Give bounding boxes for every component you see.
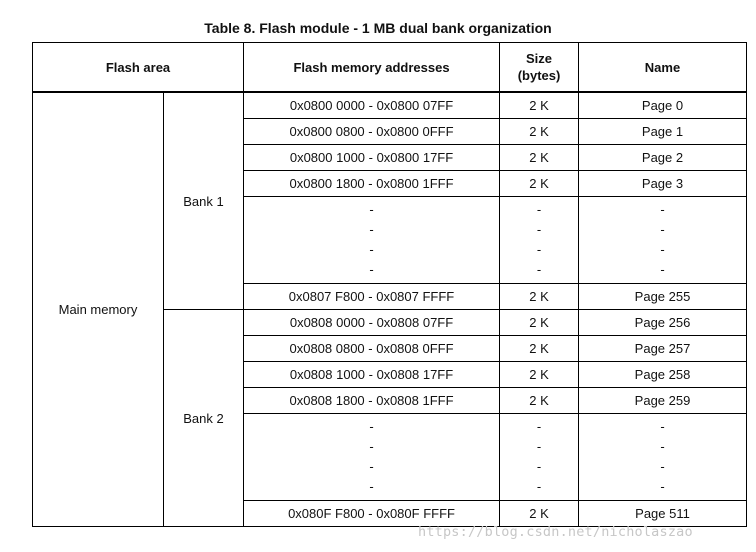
table-row [33, 92, 747, 119]
dash: - [660, 222, 665, 237]
header-size [500, 43, 579, 93]
dash: - [536, 222, 542, 237]
address-cell: 0x0808 0800 - 0x0808 0FFF [244, 336, 500, 362]
ellipsis-address-cell [244, 414, 500, 501]
dash: - [660, 479, 665, 494]
dash: - [369, 262, 374, 277]
address-cell: 0x0808 1000 - 0x0808 17FF [244, 362, 500, 388]
size-cell: 2 K [500, 310, 579, 336]
header-size-line2: (bytes) [517, 68, 561, 83]
size-cell: 2 K [500, 388, 579, 414]
dash: - [660, 419, 665, 434]
size-cell: 2 K [500, 336, 579, 362]
page-name-cell: Page 258 [579, 362, 747, 388]
page-name-cell: Page 2 [579, 145, 747, 171]
dash: - [536, 242, 542, 257]
ellipsis-size-cell [500, 414, 579, 501]
dash: - [660, 202, 665, 217]
page-name-cell: Page 511 [579, 501, 747, 527]
size-cell: 2 K [500, 362, 579, 388]
dash: - [536, 479, 542, 494]
address-cell: 0x0808 1800 - 0x0808 1FFF [244, 388, 500, 414]
address-cell: 0x0800 1000 - 0x0800 17FF [244, 145, 500, 171]
dash: - [536, 202, 542, 217]
dash: - [660, 262, 665, 277]
address-cell: 0x080F F800 - 0x080F FFFF [244, 501, 500, 527]
size-cell: 2 K [500, 501, 579, 527]
header-flash-area: Flash area [33, 43, 244, 93]
page-name-cell: Page 1 [579, 119, 747, 145]
dash: - [536, 419, 542, 434]
main-memory-cell: Main memory [33, 92, 164, 527]
page-name-cell: Page 257 [579, 336, 747, 362]
address-cell: 0x0800 1800 - 0x0800 1FFF [244, 171, 500, 197]
page-name-cell: Page 0 [579, 92, 747, 119]
header-name: Name [579, 43, 747, 93]
address-cell: 0x0807 F800 - 0x0807 FFFF [244, 284, 500, 310]
dash: - [660, 459, 665, 474]
page-name-cell: Page 259 [579, 388, 747, 414]
table-caption: Table 8. Flash module - 1 MB dual bank organization [204, 20, 552, 36]
dash: - [369, 222, 374, 237]
size-cell: 2 K [500, 145, 579, 171]
dash: - [536, 439, 542, 454]
flash-organization-table [32, 42, 747, 527]
address-cell: 0x0800 0000 - 0x0800 07FF [244, 92, 500, 119]
dash: - [369, 202, 374, 217]
bank-2-cell: Bank 2 [164, 310, 244, 527]
dash: - [536, 459, 542, 474]
size-cell: 2 K [500, 119, 579, 145]
size-cell: 2 K [500, 92, 579, 119]
dash: - [369, 479, 374, 494]
bank-1-cell: Bank 1 [164, 92, 244, 310]
dash: - [660, 439, 665, 454]
ellipsis-name-cell [579, 414, 747, 501]
address-cell: 0x0800 0800 - 0x0800 0FFF [244, 119, 500, 145]
watermark-text: https://blog.csdn.net/nicholaszao [418, 524, 693, 540]
ellipsis-size-cell [500, 197, 579, 284]
dash: - [369, 419, 374, 434]
ellipsis-address-cell [244, 197, 500, 284]
dash: - [369, 459, 374, 474]
header-size-line1: Size [526, 51, 553, 66]
header-addresses: Flash memory addresses [244, 43, 500, 93]
address-cell: 0x0808 0000 - 0x0808 07FF [244, 310, 500, 336]
dash: - [369, 439, 374, 454]
page-name-cell: Page 3 [579, 171, 747, 197]
dash: - [660, 242, 665, 257]
dash: - [369, 242, 374, 257]
page-name-cell: Page 255 [579, 284, 747, 310]
size-cell: 2 K [500, 284, 579, 310]
ellipsis-name-cell [579, 197, 747, 284]
dash: - [536, 262, 542, 277]
size-cell: 2 K [500, 171, 579, 197]
header-row [33, 43, 747, 93]
page-name-cell: Page 256 [579, 310, 747, 336]
